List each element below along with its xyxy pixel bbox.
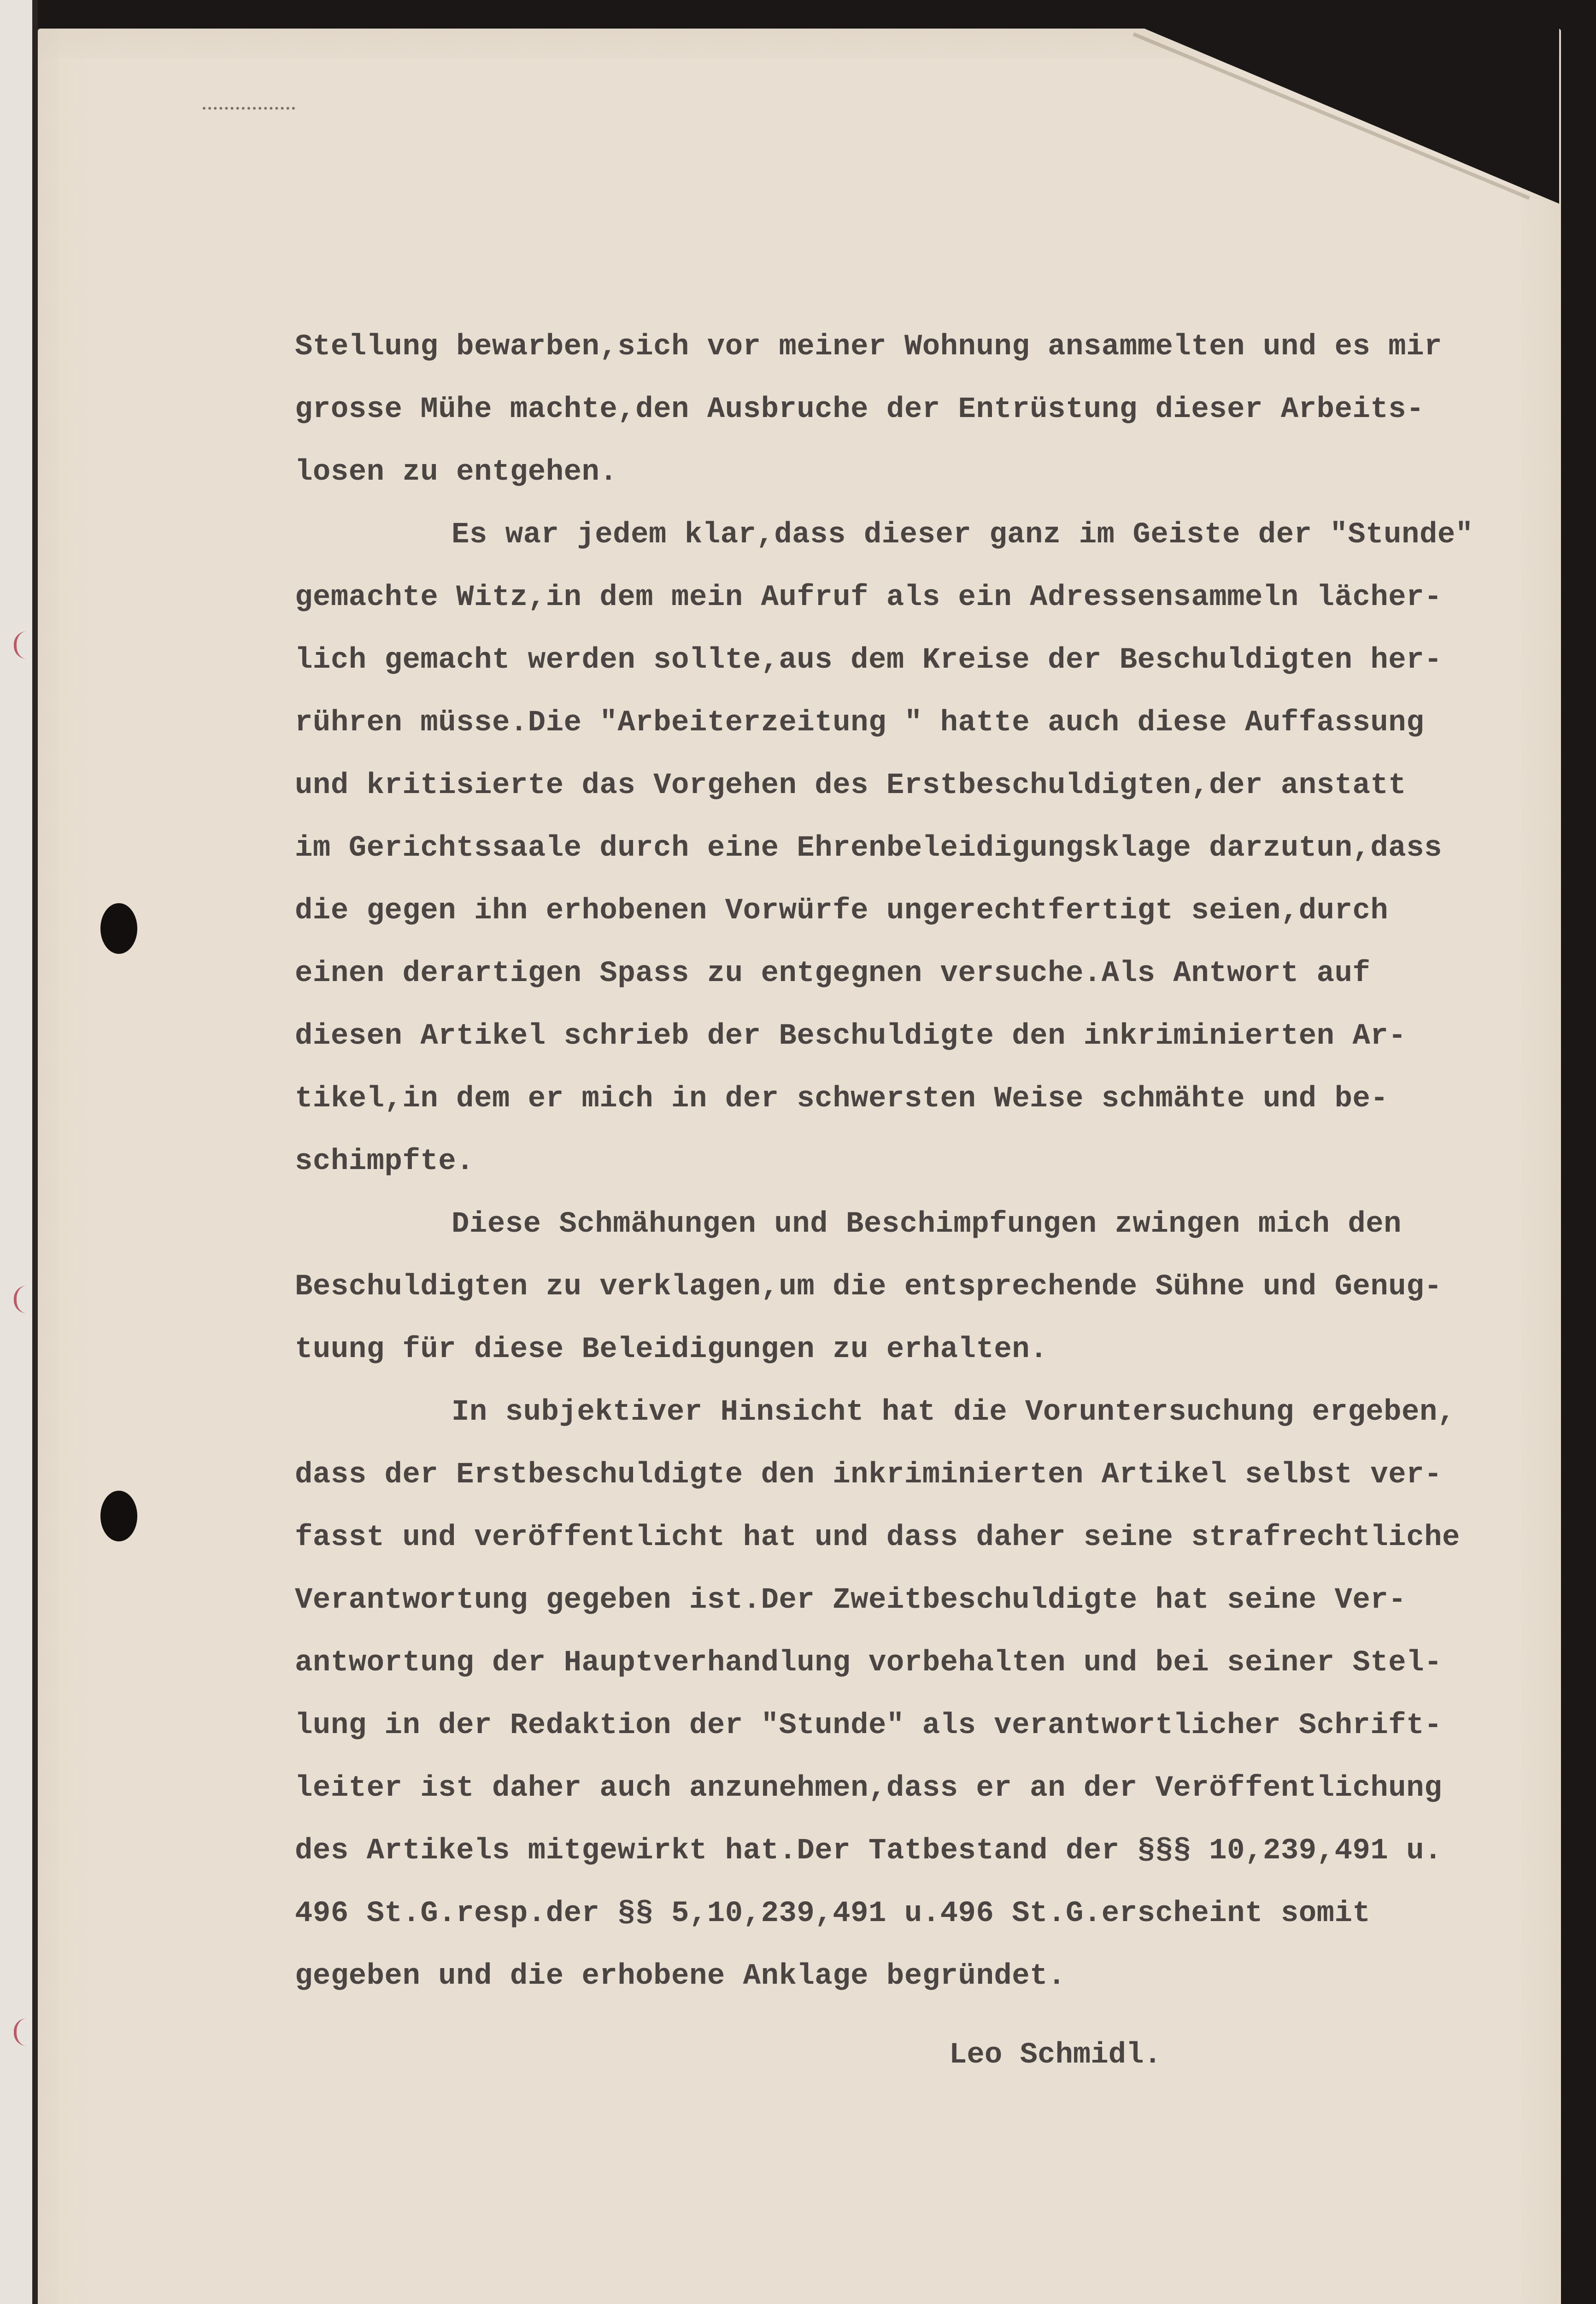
text-line: und kritisierte das Vorgehen des Erstbeschuldigten,der anstatt	[295, 769, 1407, 802]
text-line: des Artikels mitgewirkt hat.Der Tatbestand der §§§ 10,239,491 u.	[295, 1834, 1442, 1868]
text-line: gemachte Witz,in dem mein Aufruf als ein Adressensammeln lächer-	[295, 581, 1442, 614]
text-line: grosse Mühe machte,den Ausbruche der Entrüstung dieser Arbeits-	[295, 393, 1425, 426]
text-line: Diese Schmähungen und Beschimpfungen zwingen mich den	[452, 1208, 1402, 1241]
text-line: einen derartigen Spass zu entgegnen versuche.Als Antwort auf	[295, 957, 1371, 990]
text-line: losen zu entgehen.	[295, 456, 618, 489]
paragraph	[295, 316, 1539, 504]
text-line: die gegen ihn erhobenen Vorwürfe ungerechtfertigt seien,durch	[295, 894, 1389, 928]
text-line: antwortung der Hauptverhandlung vorbehalten und bei seiner Stel-	[295, 1646, 1442, 1680]
text-line: rühren müsse.Die "Arbeiterzeitung " hatte auch diese Auffassung	[295, 706, 1425, 740]
text-line: Stellung bewarben,sich vor meiner Wohnung ansammelten und es mir	[295, 330, 1442, 364]
adjacent-page-strip	[0, 0, 32, 2304]
text-line: tikel,in dem er mich in der schwersten Weise schmähte und be-	[295, 1082, 1389, 1116]
dotted-mark	[203, 107, 295, 112]
signature: Leo Schmidl.	[949, 2039, 1162, 2072]
text-line: tuung für diese Beleidigungen zu erhalten.	[295, 1333, 1048, 1366]
text-line: lich gemacht werden sollte,aus dem Kreise der Beschuldigten her-	[295, 644, 1442, 677]
binding-stitch	[14, 631, 40, 659]
binding-stitch	[14, 2018, 40, 2046]
text-line: leiter ist daher auch anzunehmen,dass er an der Veröffentlichung	[295, 1772, 1442, 1805]
paragraph	[295, 504, 1539, 1193]
paragraph	[295, 1193, 1539, 1381]
text-line: Beschuldigten zu verklagen,um die entsprechende Sühne und Genug-	[295, 1270, 1442, 1304]
text-line: im Gerichtssaale durch eine Ehrenbeleidigungsklage darzutun,dass	[295, 832, 1442, 865]
punch-hole	[100, 903, 137, 954]
text-line: Es war jedem klar,dass dieser ganz im Geiste der "Stunde"	[452, 518, 1473, 552]
text-line: 496 St.G.resp.der §§ 5,10,239,491 u.496 St.G.erscheint somit	[295, 1897, 1371, 1930]
text-line: gegeben und die erhobene Anklage begründet.	[295, 1960, 1066, 1993]
text-line: diesen Artikel schrieb der Beschuldigte den inkriminierten Ar-	[295, 1020, 1407, 1053]
page-gutter	[32, 0, 38, 2304]
text-line: dass der Erstbeschuldigte den inkriminierten Artikel selbst ver-	[295, 1458, 1442, 1492]
paragraph	[295, 1381, 1539, 2008]
binding-stitch	[14, 1286, 40, 1313]
text-line: Verantwortung gegeben ist.Der Zweitbeschuldigte hat seine Ver-	[295, 1584, 1407, 1617]
folded-corner	[1144, 29, 1559, 204]
text-line: lung in der Redaktion der "Stunde" als verantwortlicher Schrift-	[295, 1709, 1442, 1742]
text-line: In subjektiver Hinsicht hat die Voruntersuchung ergeben,	[452, 1396, 1455, 1429]
punch-hole	[100, 1491, 137, 1541]
typed-letter-body	[295, 316, 1539, 2008]
text-line: schimpfte.	[295, 1145, 475, 1178]
text-line: fasst und veröffentlicht hat und dass daher seine strafrechtliche	[295, 1521, 1460, 1554]
